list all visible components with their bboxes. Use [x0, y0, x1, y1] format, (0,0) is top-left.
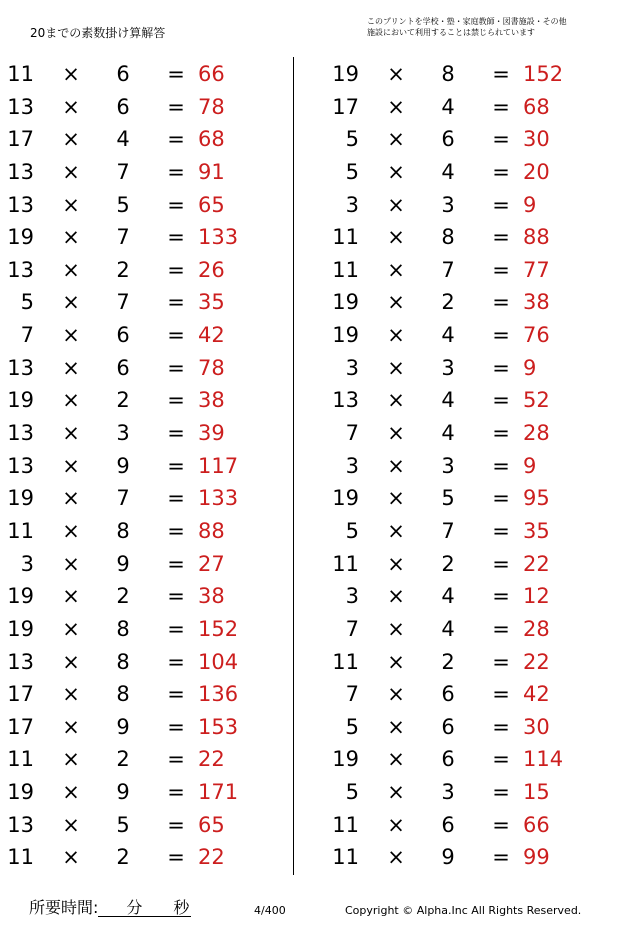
multiply-sign: ×: [387, 94, 405, 119]
multiply-sign: ×: [62, 845, 80, 870]
multiplier: 9: [116, 714, 130, 739]
answer: 152: [198, 616, 239, 641]
multiply-sign: ×: [387, 682, 405, 707]
equals-sign: =: [167, 551, 185, 576]
multiplier: 8: [116, 616, 130, 641]
answer: 95: [523, 486, 550, 511]
multiply-sign: ×: [62, 421, 80, 446]
answer: 76: [523, 323, 550, 348]
multiply-sign: ×: [62, 192, 80, 217]
multiplier: 4: [441, 584, 455, 609]
answer: 153: [198, 714, 239, 739]
multiplicand: 19: [332, 747, 359, 772]
equals-sign: =: [492, 714, 510, 739]
multiplicand: 5: [345, 780, 359, 805]
multiply-sign: ×: [62, 649, 80, 674]
multiply-sign: ×: [62, 323, 80, 348]
multiplier: 2: [116, 257, 130, 282]
column-divider: [293, 57, 294, 875]
answer: 88: [198, 518, 225, 543]
copyright-notice: Copyright © Alpha.Inc All Rights Reserved.: [345, 904, 582, 917]
multiplier: 4: [441, 94, 455, 119]
multiplicand: 11: [7, 747, 34, 772]
answer: 15: [523, 780, 550, 805]
multiplier: 2: [116, 845, 130, 870]
multiplier: 2: [441, 290, 455, 315]
multiply-sign: ×: [62, 225, 80, 250]
multiplicand: 17: [7, 714, 34, 739]
equals-sign: =: [167, 812, 185, 837]
multiplicand: 13: [7, 192, 34, 217]
multiply-sign: ×: [387, 453, 405, 478]
answer: 26: [198, 257, 225, 282]
multiply-sign: ×: [387, 518, 405, 543]
answer: 68: [198, 127, 225, 152]
answer: 77: [523, 257, 550, 282]
multiplier: 6: [441, 714, 455, 739]
multiply-sign: ×: [62, 616, 80, 641]
multiplier: 9: [116, 780, 130, 805]
multiplicand: 19: [332, 486, 359, 511]
multiply-sign: ×: [62, 290, 80, 315]
time-required: [29, 898, 191, 918]
page-number: 4/400: [254, 904, 286, 917]
answer: 30: [523, 714, 550, 739]
multiplicand: 13: [7, 257, 34, 282]
equals-sign: =: [167, 453, 185, 478]
equals-sign: =: [492, 780, 510, 805]
equals-sign: =: [167, 94, 185, 119]
answer: 30: [523, 127, 550, 152]
multiply-sign: ×: [387, 290, 405, 315]
answer: 52: [523, 388, 550, 413]
multiplicand: 19: [7, 486, 34, 511]
answer: 35: [198, 290, 225, 315]
multiplier: 5: [116, 812, 130, 837]
equals-sign: =: [492, 486, 510, 511]
answer: 99: [523, 845, 550, 870]
answer: 65: [198, 192, 225, 217]
seconds-label: 秒: [173, 898, 190, 917]
multiplicand: 3: [345, 584, 359, 609]
answer: 133: [198, 486, 239, 511]
equals-sign: =: [492, 94, 510, 119]
equals-sign: =: [492, 845, 510, 870]
equals-sign: =: [167, 780, 185, 805]
answer: 66: [198, 62, 225, 86]
answer: 28: [523, 421, 550, 446]
multiply-sign: ×: [62, 127, 80, 152]
equals-sign: =: [492, 616, 510, 641]
multiplier: 4: [441, 323, 455, 348]
multiplicand: 19: [7, 780, 34, 805]
equals-sign: =: [492, 192, 510, 217]
multiplier: 4: [441, 421, 455, 446]
multiplier: 3: [116, 421, 130, 446]
answer: 171: [198, 780, 239, 805]
multiplier: 8: [116, 682, 130, 707]
multiply-sign: ×: [387, 355, 405, 380]
answer: 117: [198, 453, 239, 478]
equals-sign: =: [492, 62, 510, 86]
multiplicand: 17: [332, 94, 359, 119]
multiply-sign: ×: [62, 682, 80, 707]
multiplicand: 11: [332, 257, 359, 282]
answer: 133: [198, 225, 239, 250]
answer: 42: [198, 323, 225, 348]
multiply-sign: ×: [387, 323, 405, 348]
multiply-sign: ×: [387, 225, 405, 250]
equals-sign: =: [492, 682, 510, 707]
multiplier: 5: [116, 192, 130, 217]
answer: 152: [523, 62, 564, 86]
equals-sign: =: [492, 225, 510, 250]
multiplicand: 11: [7, 845, 34, 870]
multiplicand: 13: [7, 812, 34, 837]
multiplicand: 5: [345, 518, 359, 543]
multiplicand: 13: [7, 453, 34, 478]
answer: 22: [198, 747, 225, 772]
multiplier: 8: [116, 649, 130, 674]
answer: 88: [523, 225, 550, 250]
multiply-sign: ×: [387, 388, 405, 413]
multiplicand: 3: [345, 453, 359, 478]
multiplier: 6: [441, 747, 455, 772]
equals-sign: =: [492, 323, 510, 348]
multiplicand: 13: [7, 159, 34, 184]
multiplier: 2: [116, 584, 130, 609]
multiplier: 8: [441, 62, 455, 86]
answer: 42: [523, 682, 550, 707]
multiplicand: 7: [345, 682, 359, 707]
multiplier: 8: [116, 518, 130, 543]
multiplier: 7: [116, 486, 130, 511]
answer: 9: [523, 192, 537, 217]
answer: 78: [198, 94, 225, 119]
equals-sign: =: [492, 747, 510, 772]
multiply-sign: ×: [62, 780, 80, 805]
multiply-sign: ×: [387, 159, 405, 184]
multiplicand: 3: [345, 355, 359, 380]
answer: 91: [198, 159, 225, 184]
multiply-sign: ×: [387, 257, 405, 282]
multiply-sign: ×: [387, 62, 405, 86]
multiplicand: 11: [332, 225, 359, 250]
multiplicand: 11: [332, 649, 359, 674]
multiplicand: 5: [345, 127, 359, 152]
equals-sign: =: [492, 127, 510, 152]
answer: 38: [523, 290, 550, 315]
multiply-sign: ×: [62, 812, 80, 837]
equals-sign: =: [167, 388, 185, 413]
multiplier: 7: [116, 290, 130, 315]
multiplier: 8: [441, 225, 455, 250]
multiplier: 9: [441, 845, 455, 870]
multiplier: 6: [116, 94, 130, 119]
equals-sign: =: [167, 486, 185, 511]
multiply-sign: ×: [387, 649, 405, 674]
multiplier: 4: [116, 127, 130, 152]
multiplicand: 5: [345, 714, 359, 739]
multiply-sign: ×: [62, 388, 80, 413]
equals-sign: =: [167, 845, 185, 870]
equals-sign: =: [492, 812, 510, 837]
multiplicand: 19: [332, 62, 359, 86]
multiplicand: 11: [332, 845, 359, 870]
multiply-sign: ×: [62, 62, 80, 86]
equals-sign: =: [167, 225, 185, 250]
answer: 35: [523, 518, 550, 543]
multiplicand: 13: [332, 388, 359, 413]
equals-sign: =: [492, 649, 510, 674]
multiply-sign: ×: [387, 551, 405, 576]
multiplicand: 7: [345, 421, 359, 446]
multiplicand: 17: [7, 682, 34, 707]
multiply-sign: ×: [62, 747, 80, 772]
multiply-sign: ×: [387, 486, 405, 511]
multiplier: 3: [441, 355, 455, 380]
multiply-sign: ×: [387, 192, 405, 217]
multiplicand: 13: [7, 355, 34, 380]
multiplicand: 5: [345, 159, 359, 184]
multiplicand: 11: [7, 518, 34, 543]
multiplicand: 11: [7, 62, 34, 86]
equals-sign: =: [167, 62, 185, 86]
multiplier: 9: [116, 551, 130, 576]
equals-sign: =: [492, 551, 510, 576]
equals-sign: =: [492, 355, 510, 380]
equals-sign: =: [492, 518, 510, 543]
multiply-sign: ×: [62, 159, 80, 184]
answer: 9: [523, 355, 537, 380]
answer: 22: [523, 649, 550, 674]
equals-sign: =: [167, 747, 185, 772]
equals-sign: =: [492, 290, 510, 315]
multiplicand: 7: [345, 616, 359, 641]
equals-sign: =: [167, 159, 185, 184]
multiplicand: 13: [7, 421, 34, 446]
multiply-sign: ×: [387, 421, 405, 446]
answer: 38: [198, 388, 225, 413]
multiply-sign: ×: [62, 94, 80, 119]
multiplicand: 19: [7, 388, 34, 413]
multiplier: 5: [441, 486, 455, 511]
multiplier: 4: [441, 616, 455, 641]
multiply-sign: ×: [62, 714, 80, 739]
answer: 9: [523, 453, 537, 478]
multiply-sign: ×: [62, 257, 80, 282]
multiplier: 6: [116, 355, 130, 380]
minutes-label: 分: [126, 898, 143, 917]
equals-sign: =: [167, 127, 185, 152]
answer: 27: [198, 551, 225, 576]
equals-sign: =: [167, 323, 185, 348]
equals-sign: =: [167, 355, 185, 380]
answer: 136: [198, 682, 239, 707]
equals-sign: =: [167, 518, 185, 543]
multiplier: 9: [116, 453, 130, 478]
equals-sign: =: [167, 649, 185, 674]
answer: 65: [198, 812, 225, 837]
multiplier: 4: [441, 159, 455, 184]
equals-sign: =: [492, 159, 510, 184]
multiplicand: 19: [7, 225, 34, 250]
multiplicand: 13: [7, 649, 34, 674]
answer: 28: [523, 616, 550, 641]
multiplicand: 5: [20, 290, 34, 315]
multiply-sign: ×: [62, 518, 80, 543]
multiplicand: 19: [332, 290, 359, 315]
equals-sign: =: [167, 421, 185, 446]
multiplier: 6: [116, 323, 130, 348]
multiplicand: 7: [20, 323, 34, 348]
answer: 38: [198, 584, 225, 609]
multiply-sign: ×: [62, 355, 80, 380]
multiplier: 4: [441, 388, 455, 413]
multiplicand: 13: [7, 94, 34, 119]
multiplier: 7: [116, 159, 130, 184]
multiply-sign: ×: [387, 812, 405, 837]
multiplier: 7: [441, 257, 455, 282]
equals-sign: =: [167, 257, 185, 282]
multiplicand: 19: [332, 323, 359, 348]
multiplicand: 3: [20, 551, 34, 576]
multiply-sign: ×: [62, 584, 80, 609]
equals-sign: =: [167, 584, 185, 609]
usage-notice: このプリントを学校・塾・家庭教師・図書施設・その他 施設において利用することは禁じられています: [367, 17, 567, 37]
multiplier: 6: [441, 682, 455, 707]
multiply-sign: ×: [387, 584, 405, 609]
answer: 12: [523, 584, 550, 609]
multiplicand: 3: [345, 192, 359, 217]
multiplier: 7: [116, 225, 130, 250]
multiplier: 3: [441, 453, 455, 478]
multiplicand: 17: [7, 127, 34, 152]
multiplier: 3: [441, 192, 455, 217]
multiply-sign: ×: [62, 486, 80, 511]
equals-sign: =: [492, 421, 510, 446]
multiplier: 3: [441, 780, 455, 805]
multiplicand: 19: [7, 616, 34, 641]
answer: 20: [523, 159, 550, 184]
multiplicand: 11: [332, 812, 359, 837]
answer: 22: [198, 845, 225, 870]
equals-sign: =: [167, 682, 185, 707]
multiply-sign: ×: [387, 714, 405, 739]
answer: 39: [198, 421, 225, 446]
multiplier: 2: [441, 551, 455, 576]
answer: 104: [198, 649, 239, 674]
multiplier: 7: [441, 518, 455, 543]
multiplicand: 19: [7, 584, 34, 609]
answer: 114: [523, 747, 564, 772]
multiplier: 6: [441, 812, 455, 837]
multiplicand: 11: [332, 551, 359, 576]
equals-sign: =: [167, 714, 185, 739]
multiply-sign: ×: [387, 616, 405, 641]
equals-sign: =: [492, 257, 510, 282]
multiplier: 2: [441, 649, 455, 674]
equals-sign: =: [167, 290, 185, 315]
answer: 66: [523, 812, 550, 837]
multiply-sign: ×: [387, 127, 405, 152]
multiply-sign: ×: [387, 845, 405, 870]
answer: 78: [198, 355, 225, 380]
time-required-label: 所要時間:: [29, 898, 99, 917]
multiplier: 6: [441, 127, 455, 152]
equals-sign: =: [492, 388, 510, 413]
equals-sign: =: [492, 453, 510, 478]
equals-sign: =: [492, 584, 510, 609]
time-entry-blank: [98, 898, 191, 917]
multiply-sign: ×: [387, 747, 405, 772]
multiplier: 6: [116, 62, 130, 86]
answer: 68: [523, 94, 550, 119]
equals-sign: =: [167, 616, 185, 641]
equals-sign: =: [167, 192, 185, 217]
answer: 22: [523, 551, 550, 576]
worksheet-title: 20までの素数掛け算解答: [30, 26, 166, 40]
multiplier: 2: [116, 388, 130, 413]
multiply-sign: ×: [387, 780, 405, 805]
multiply-sign: ×: [62, 551, 80, 576]
multiply-sign: ×: [62, 453, 80, 478]
multiplier: 2: [116, 747, 130, 772]
